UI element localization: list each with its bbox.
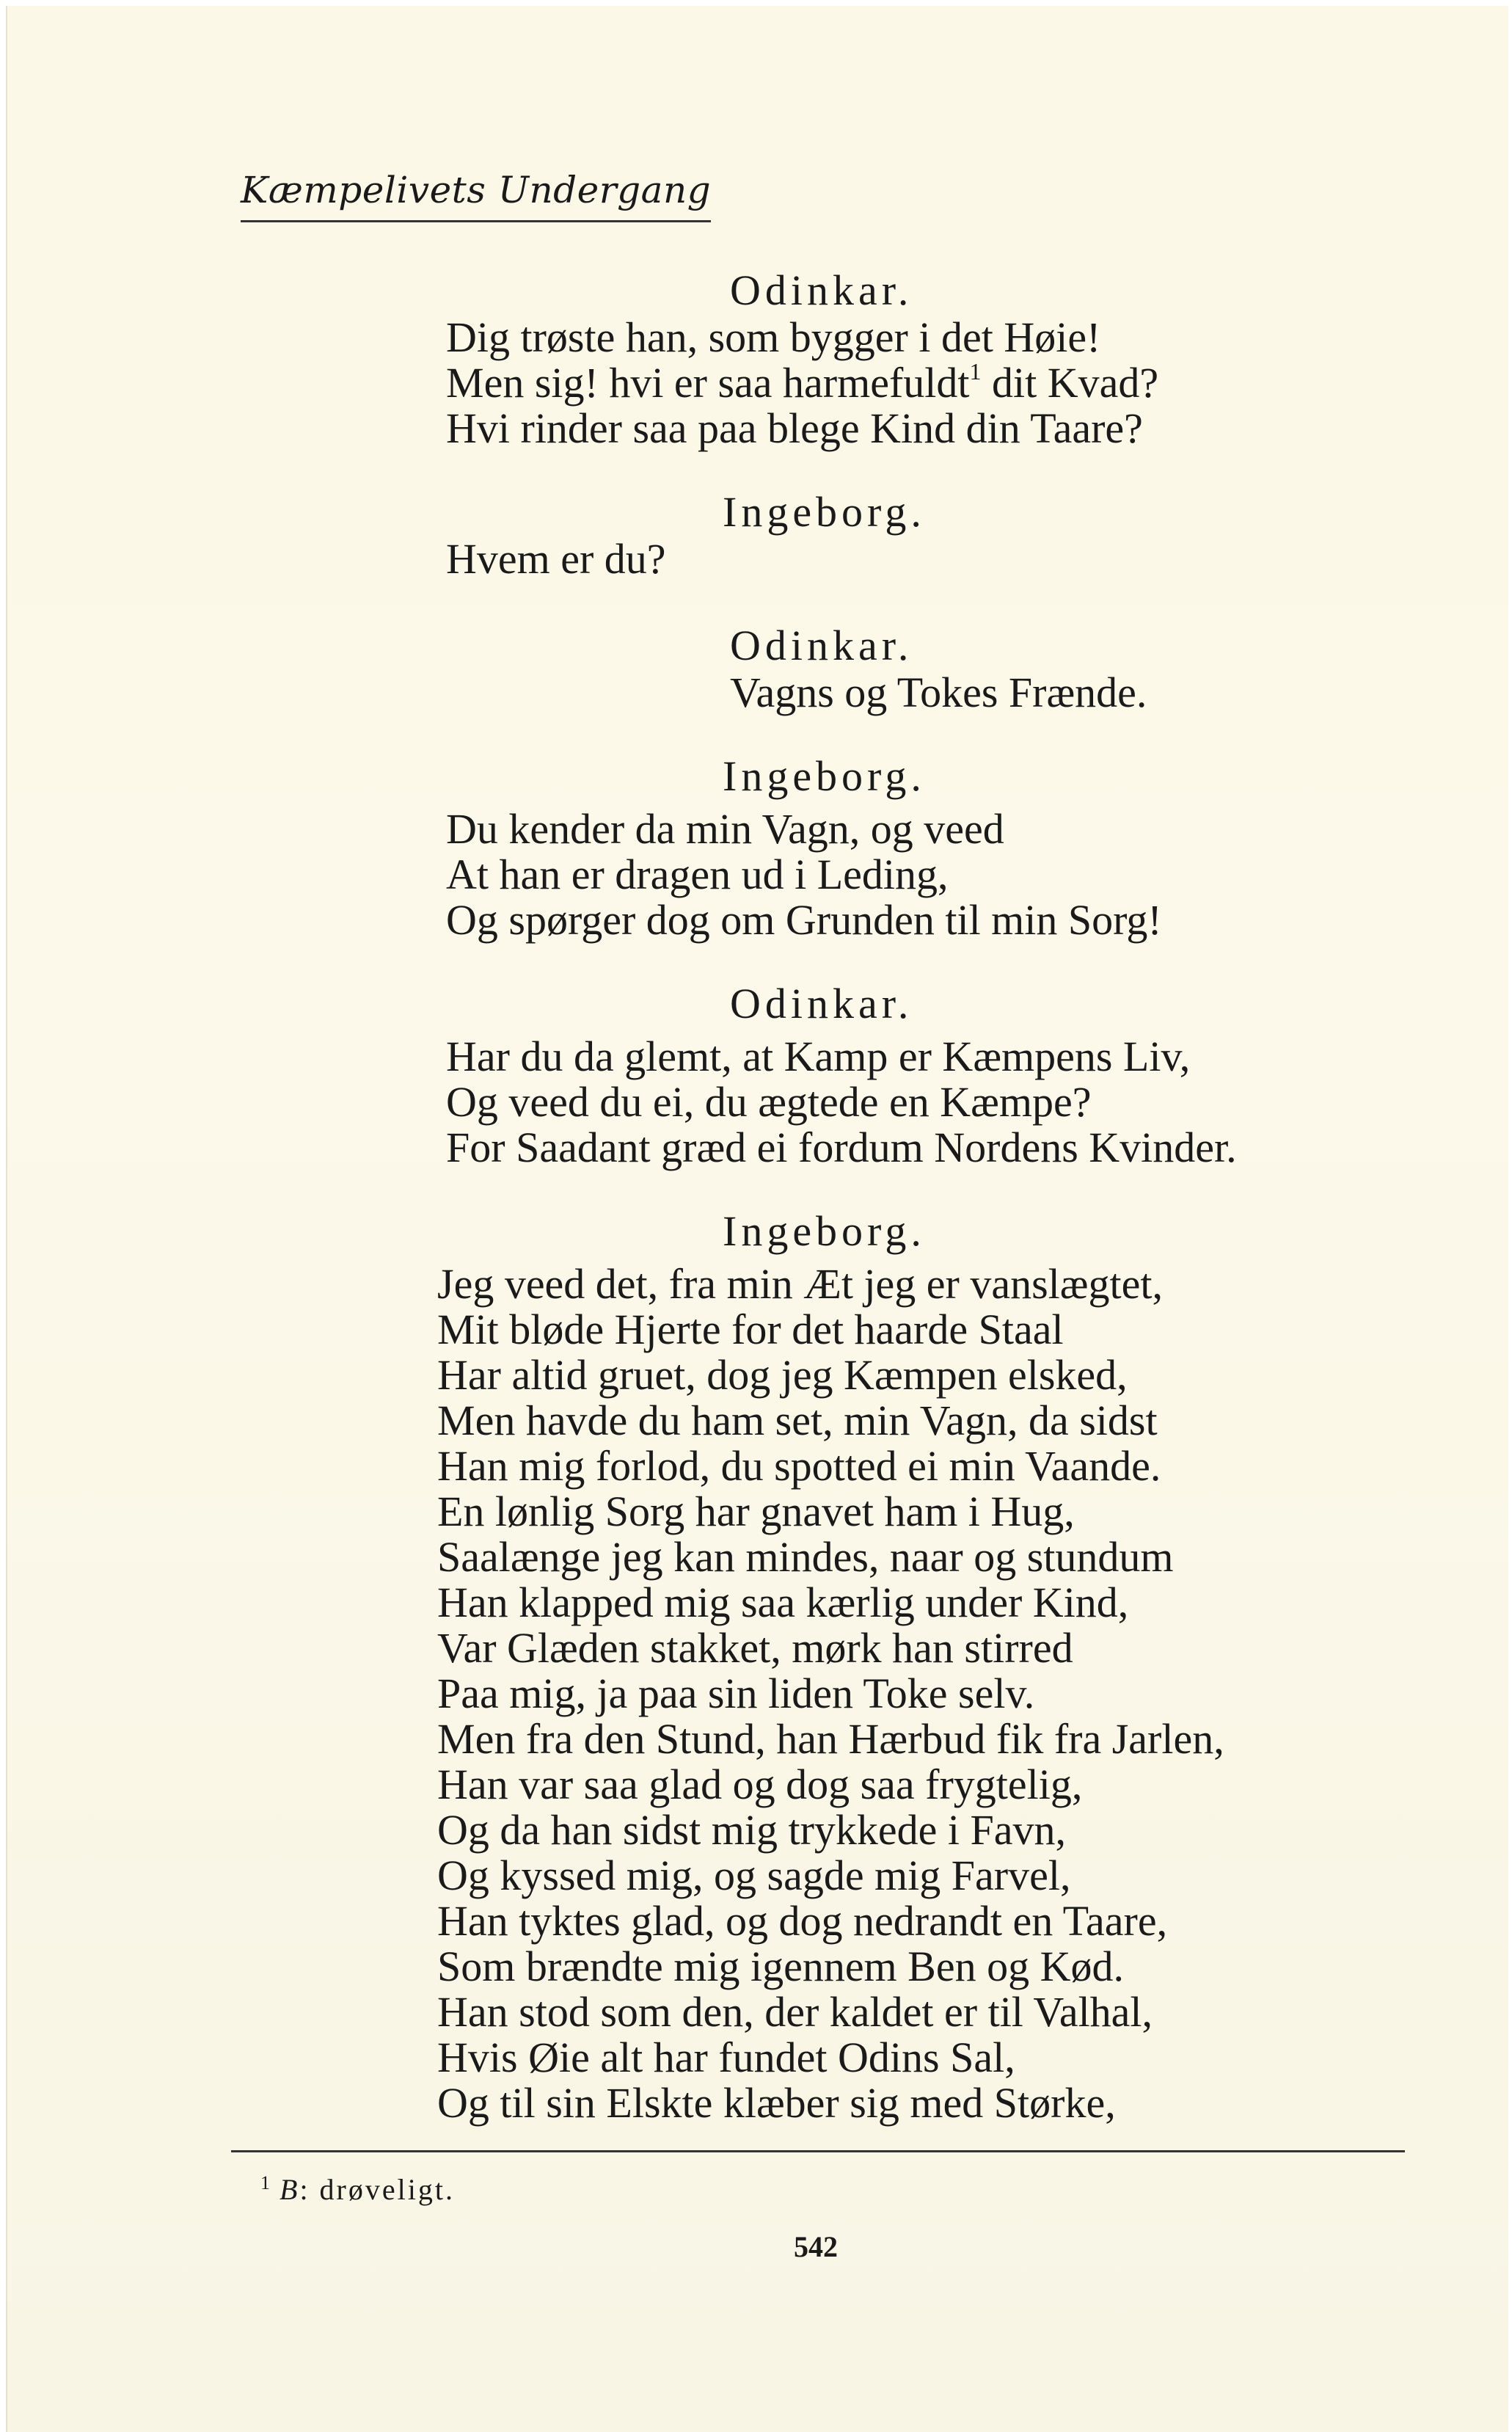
verse-line: Han mig forlod, du spotted ei min Vaande.	[437, 1442, 1161, 1490]
verse-line: Men sig! hvi er saa harmefuldt$^1$ dit Kvad?	[446, 358, 1159, 407]
verse-line: Han var saa glad og dog saa frygtelig,	[437, 1761, 1083, 1808]
verse-line: Han klapped mig saa kærlig under Kind,	[437, 1579, 1129, 1626]
page-number: 542	[794, 2230, 838, 2263]
verse-line: Han stod som den, der kaldet er til Valhal,	[437, 1988, 1153, 2036]
verse-line: At han er dragen ud i Leding,	[446, 851, 949, 898]
verse-line: Har altid gruet, dog jeg Kæmpen elsked,	[437, 1351, 1128, 1399]
running-header: Kæmpelivets Undergang	[241, 169, 711, 222]
verse-line: For Saadant græd ei fordum Nordens Kvinder.	[446, 1124, 1237, 1171]
verse-line: Saalænge jeg kan mindes, naar og stundum	[437, 1533, 1174, 1581]
footnote-divider	[231, 2150, 1405, 2152]
verse-line: Men havde du ham set, min Vagn, da sidst	[437, 1397, 1158, 1444]
verse-line: Og veed du ei, du ægtede en Kæmpe?	[446, 1078, 1092, 1126]
speaker-name: Ingeborg.	[723, 752, 926, 800]
verse-line: Mit bløde Hjerte for det haarde Staal	[437, 1306, 1064, 1353]
verse-line: Men fra den Stund, han Hærbud fik fra Jarlen,	[437, 1715, 1224, 1763]
book-page	[6, 6, 1508, 2432]
verse-line: Og kyssed mig, og sagde mig Farvel,	[437, 1852, 1071, 1899]
verse-line: Dig trøste han, som bygger i det Høie!	[446, 313, 1101, 361]
speaker-name: Odinkar.	[730, 266, 913, 314]
verse-line: Hvem er du?	[446, 535, 666, 583]
footnote	[260, 2172, 455, 2207]
verse-line: Hvi rinder saa paa blege Kind din Taare?	[446, 404, 1143, 452]
verse-line: Som brændte mig igennem Ben og Kød.	[437, 1943, 1124, 1990]
speaker-name: Ingeborg.	[723, 1207, 926, 1255]
verse-line: Jeg veed det, fra min Æt jeg er vanslægtet,	[437, 1260, 1163, 1308]
footnote-text: : drøveligt.	[299, 2173, 455, 2206]
verse-line: Du kender da min Vagn, og veed	[446, 805, 1004, 853]
footnote-reference: 1	[969, 358, 982, 385]
verse-line: Og da han sidst mig trykkede i Favn,	[437, 1806, 1067, 1854]
speaker-name: Odinkar.	[730, 980, 913, 1027]
verse-line: Paa mig, ja paa sin liden Toke selv.	[437, 1670, 1035, 1717]
verse-line: Vagns og Tokes Frænde.	[730, 669, 1147, 716]
verse-line: Og spørger dog om Grunden til min Sorg!	[446, 896, 1162, 944]
verse-line: Han tyktes glad, og dog nedrandt en Taare,	[437, 1897, 1168, 1945]
verse-line: Og til sin Elskte klæber sig med Størke,	[437, 2079, 1116, 2127]
verse-line: Var Glæden stakket, mørk han stirred	[437, 1624, 1073, 1672]
footnote-source: B	[280, 2173, 300, 2206]
speaker-name: Odinkar.	[730, 622, 913, 669]
verse-line: Har du da glemt, at Kamp er Kæmpens Liv,	[446, 1033, 1191, 1080]
footnote-marker: 1	[260, 2172, 270, 2193]
verse-line: En lønlig Sorg har gnavet ham i Hug,	[437, 1488, 1075, 1535]
speaker-name: Ingeborg.	[723, 488, 926, 536]
verse-line: Hvis Øie alt har fundet Odins Sal,	[437, 2034, 1015, 2081]
